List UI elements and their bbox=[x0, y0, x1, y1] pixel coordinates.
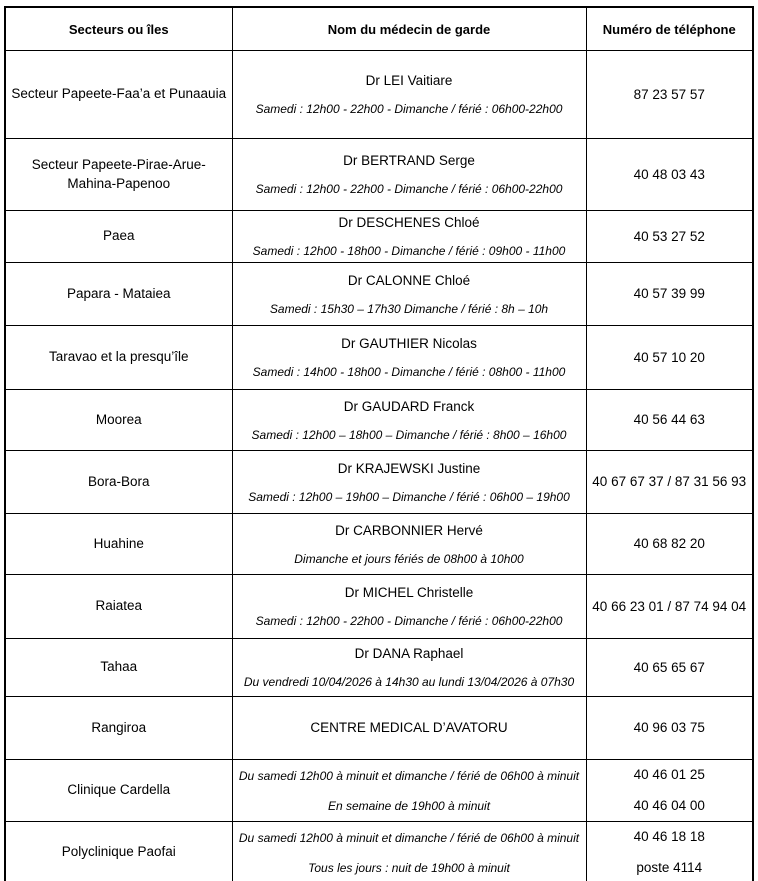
sector-cell bbox=[5, 514, 232, 575]
doctor-cell bbox=[232, 760, 586, 822]
table-row bbox=[5, 390, 753, 451]
sector-cell bbox=[5, 211, 232, 263]
doctor-cell bbox=[232, 639, 586, 697]
sector-label: Paea bbox=[102, 228, 135, 244]
doctor-name: Dr CALONNE Chloé bbox=[347, 272, 471, 288]
doctor-cell bbox=[232, 451, 586, 514]
sector-cell bbox=[5, 263, 232, 326]
doctor-cell bbox=[232, 390, 586, 451]
sector-label: Taravao et la presqu’île bbox=[48, 349, 189, 365]
doctor-name: Dr BERTRAND Serge bbox=[343, 153, 475, 168]
phone-cell bbox=[586, 697, 753, 760]
phone-line: 40 56 44 63 bbox=[633, 412, 705, 427]
schedule-line: Samedi : 12h00 - 18h00 - Dimanche / férié : 09h00 - 11h00 bbox=[252, 244, 566, 258]
sector-cell bbox=[5, 139, 232, 211]
table-row bbox=[5, 639, 753, 697]
on-call-doctors-page bbox=[0, 6, 758, 881]
schedule-line: Du samedi 12h00 à minuit et dimanche / férié de 06h00 à minuit bbox=[238, 830, 580, 845]
doctor-cell bbox=[232, 575, 586, 639]
sector-cell bbox=[5, 822, 232, 881]
schedule-line: Samedi : 12h00 - 22h00 - Dimanche / férié : 06h00-22h00 bbox=[255, 614, 563, 628]
sector-cell bbox=[5, 639, 232, 697]
phone-line: 40 46 04 00 bbox=[633, 798, 705, 813]
sector-cell bbox=[5, 326, 232, 390]
phone-line: 40 57 39 99 bbox=[633, 286, 705, 301]
table-row bbox=[5, 760, 753, 822]
sector-label: Raiatea bbox=[95, 598, 143, 614]
schedule-line: Samedi : 12h00 - 22h00 - Dimanche / férié : 06h00-22h00 bbox=[255, 182, 563, 196]
phone-cell bbox=[586, 211, 753, 263]
sector-cell bbox=[5, 575, 232, 639]
schedule-line: Dimanche et jours fériés de 08h00 à 10h00 bbox=[294, 551, 524, 566]
phone-line: 40 46 18 18 bbox=[633, 829, 705, 844]
doctor-cell bbox=[232, 51, 586, 139]
sector-label: Secteur Papeete-Faa’a et Punaauia bbox=[11, 86, 227, 102]
phone-cell bbox=[586, 451, 753, 514]
doctor-name: Dr GAUDARD Franck bbox=[343, 398, 475, 414]
table-row bbox=[5, 263, 753, 326]
doctor-cell bbox=[232, 697, 586, 760]
sector-label: Secteur Papeete-Pirae-Arue-Mahina-Papenoo bbox=[31, 157, 206, 191]
phone-cell bbox=[586, 575, 753, 639]
table-row bbox=[5, 139, 753, 211]
phone-line: 40 57 10 20 bbox=[633, 349, 705, 365]
sector-label: Huahine bbox=[93, 535, 144, 551]
table-row bbox=[5, 51, 753, 139]
table-row bbox=[5, 326, 753, 390]
phone-line: 40 65 65 67 bbox=[633, 659, 705, 675]
sector-cell bbox=[5, 51, 232, 139]
phone-line: 40 67 67 37 / 87 31 56 93 bbox=[592, 474, 747, 489]
phone-cell bbox=[586, 139, 753, 211]
doctor-cell bbox=[232, 263, 586, 326]
table-row bbox=[5, 211, 753, 263]
doctor-name: Dr LEI Vaitiare bbox=[365, 73, 453, 88]
doctor-name: Dr KRAJEWSKI Justine bbox=[337, 460, 481, 476]
phone-cell bbox=[586, 326, 753, 390]
doctor-name: Dr MICHEL Christelle bbox=[344, 585, 474, 600]
schedule-line: Samedi : 12h00 – 18h00 – Dimanche / férié : 8h00 – 16h00 bbox=[251, 427, 567, 442]
schedule-line: Du vendredi 10/04/2026 à 14h30 au lundi 13/04/2026 à 07h30 bbox=[243, 675, 575, 689]
sector-label: Papara - Mataiea bbox=[66, 285, 171, 301]
table-row bbox=[5, 514, 753, 575]
doctor-name: Dr GAUTHIER Nicolas bbox=[341, 336, 477, 351]
phone-cell bbox=[586, 514, 753, 575]
on-call-doctors-table bbox=[4, 6, 754, 881]
sector-label: Clinique Cardella bbox=[67, 782, 171, 798]
doctor-cell bbox=[232, 139, 586, 211]
header-doctor-name: Nom du médecin de garde bbox=[232, 7, 586, 51]
doctor-cell bbox=[232, 211, 586, 263]
doctor-name: Dr DANA Raphael bbox=[354, 646, 464, 661]
doctor-cell bbox=[232, 822, 586, 881]
schedule-line: Du samedi 12h00 à minuit et dimanche / férié de 06h00 à minuit bbox=[238, 768, 580, 783]
sector-cell bbox=[5, 390, 232, 451]
sector-cell bbox=[5, 451, 232, 514]
phone-line: 40 46 01 25 bbox=[633, 767, 705, 782]
sector-label: Tahaa bbox=[100, 659, 138, 675]
sector-label: Bora-Bora bbox=[87, 473, 150, 489]
table-header bbox=[5, 7, 753, 51]
sector-label: Moorea bbox=[95, 411, 142, 427]
doctor-name: CENTRE MEDICAL D’AVATORU bbox=[310, 720, 508, 735]
table-row bbox=[5, 451, 753, 514]
table-row bbox=[5, 822, 753, 881]
phone-cell bbox=[586, 390, 753, 451]
phone-line: poste 4114 bbox=[636, 860, 703, 875]
header-sectors: Secteurs ou îles bbox=[5, 7, 232, 51]
phone-line: 87 23 57 57 bbox=[633, 86, 705, 102]
schedule-line: Samedi : 12h00 – 19h00 – Dimanche / férié : 06h00 – 19h00 bbox=[248, 489, 570, 504]
sector-label: Polyclinique Paofai bbox=[61, 844, 176, 860]
phone-line: 40 53 27 52 bbox=[633, 228, 705, 244]
doctor-name: Dr CARBONNIER Hervé bbox=[335, 522, 483, 538]
doctor-cell bbox=[232, 514, 586, 575]
phone-cell bbox=[586, 51, 753, 139]
phone-cell bbox=[586, 760, 753, 822]
sector-cell bbox=[5, 697, 232, 760]
sector-label: Rangiroa bbox=[91, 719, 147, 735]
header-phone-number: Numéro de téléphone bbox=[586, 7, 753, 51]
phone-line: 40 48 03 43 bbox=[633, 166, 705, 182]
schedule-line: En semaine de 19h00 à minuit bbox=[327, 798, 491, 813]
phone-cell bbox=[586, 822, 753, 881]
schedule-line: Samedi : 14h00 - 18h00 - Dimanche / férié : 08h00 - 11h00 bbox=[252, 365, 566, 379]
schedule-line: Samedi : 15h30 – 17h30 Dimanche / férié : 8h – 10h bbox=[269, 301, 549, 316]
phone-cell bbox=[586, 639, 753, 697]
phone-cell bbox=[586, 263, 753, 326]
phone-line: 40 68 82 20 bbox=[633, 536, 705, 551]
schedule-line: Samedi : 12h00 - 22h00 - Dimanche / férié : 06h00-22h00 bbox=[255, 102, 563, 116]
doctor-name: Dr DESCHENES Chloé bbox=[338, 215, 480, 230]
table-row bbox=[5, 575, 753, 639]
table-row bbox=[5, 697, 753, 760]
phone-line: 40 66 23 01 / 87 74 94 04 bbox=[592, 598, 747, 614]
phone-line: 40 96 03 75 bbox=[633, 720, 705, 735]
table-body bbox=[5, 51, 753, 881]
sector-cell bbox=[5, 760, 232, 822]
doctor-cell bbox=[232, 326, 586, 390]
schedule-line: Tous les jours : nuit de 19h00 à minuit bbox=[308, 860, 510, 875]
header-row bbox=[5, 7, 753, 51]
